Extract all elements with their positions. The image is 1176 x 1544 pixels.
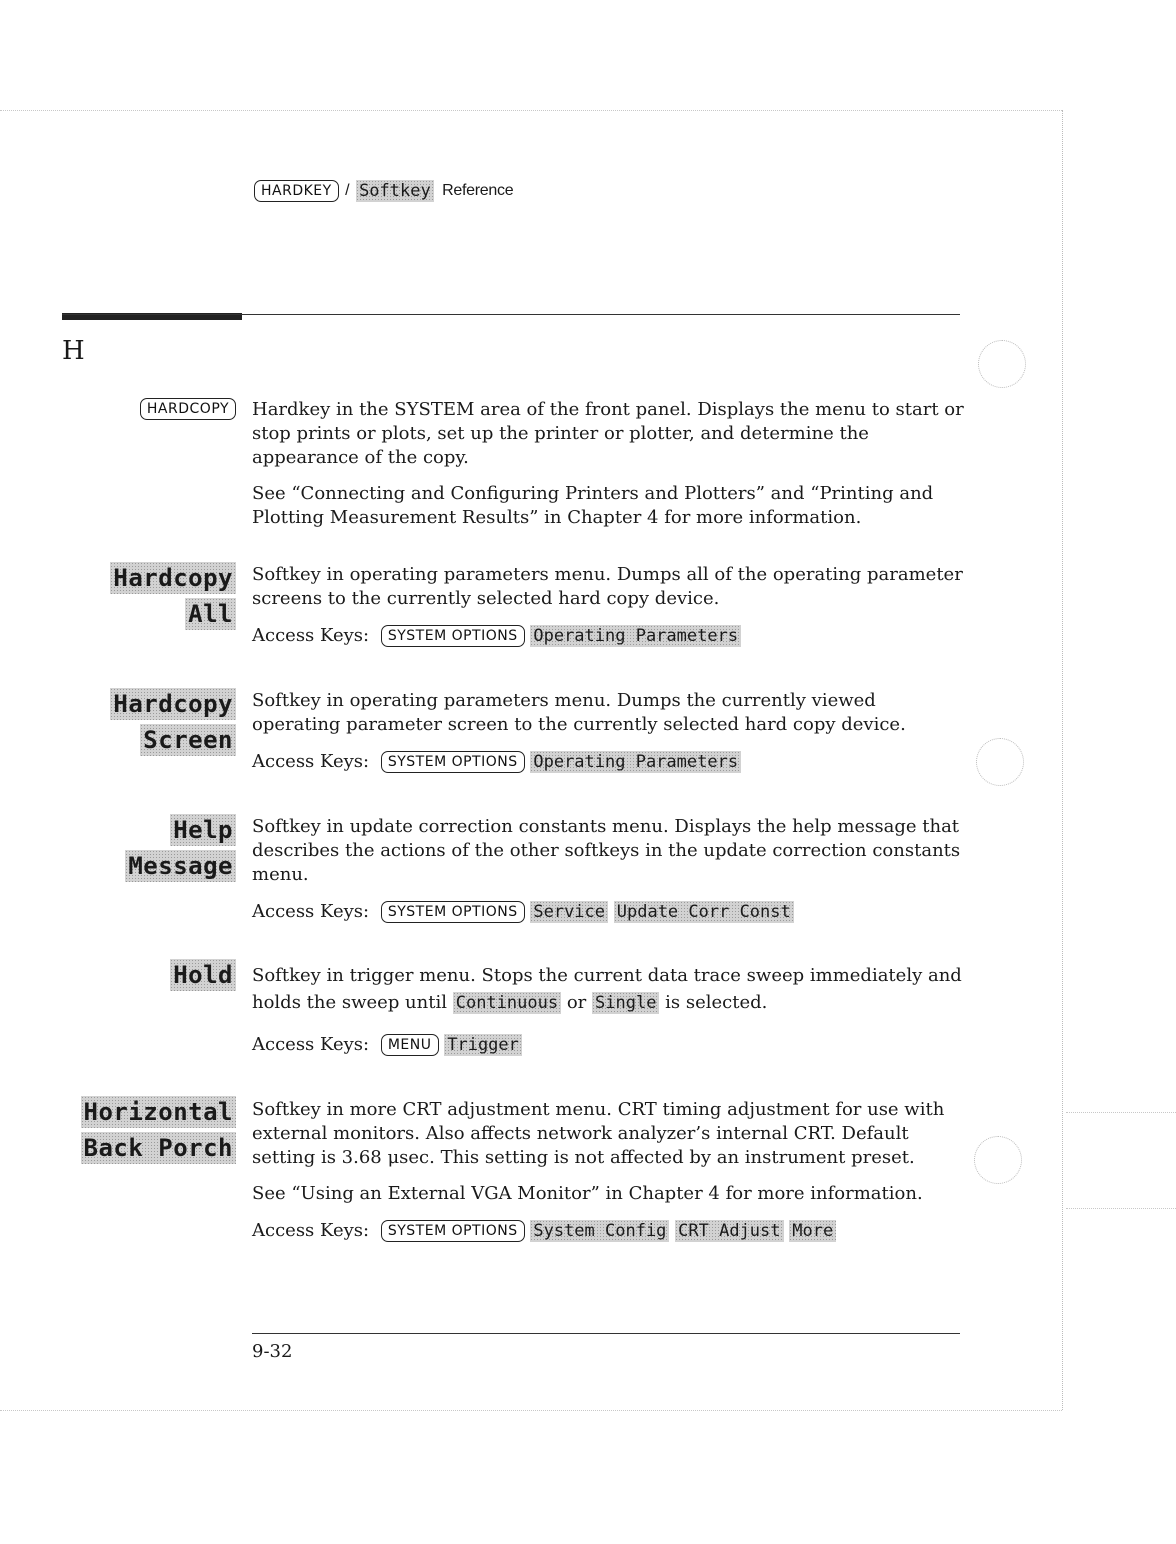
entry-hold-desc [252, 962, 964, 1058]
hold-text-after: is selected. [665, 992, 768, 1013]
hold-softkey: Hold [170, 959, 236, 991]
help-message-access [252, 899, 964, 925]
hardcopy-screen-softkey-line2: Screen [140, 724, 236, 756]
scan-right-edge [1062, 110, 1063, 1410]
hardcopy-all-access [252, 623, 964, 649]
continuous-softkey: Continuous [453, 992, 561, 1014]
binder-hole-1 [978, 340, 1026, 388]
access-softkey: System Config [530, 1220, 669, 1242]
entry-help-message-desc [252, 815, 964, 925]
entry-horizontal-back-porch-key [81, 1092, 237, 1164]
access-softkey: Update Corr Const [614, 901, 794, 923]
single-softkey: Single [592, 992, 659, 1014]
entry-hold-key [170, 955, 236, 991]
entry-hardcopy-screen-desc [252, 689, 964, 775]
access-softkey: Trigger [444, 1034, 522, 1056]
horizontal-access [252, 1218, 964, 1244]
help-message-softkey-line1: Help [170, 814, 236, 846]
access-softkey: Service [530, 901, 608, 923]
help-message-desc: Softkey in update correction constants menu. Displays the help message that describes the actions of the other softkeys in the update correction constants menu. [252, 816, 961, 885]
hold-desc [252, 962, 964, 1016]
access-softkey: CRT Adjust [675, 1220, 783, 1242]
hardcopy-screen-access [252, 749, 964, 775]
access-label: Access Keys: [252, 1034, 370, 1055]
running-header [254, 180, 513, 202]
footer-rule [252, 1333, 960, 1334]
access-softkey: Operating Parameters [530, 625, 741, 647]
scan-bottom-edge [0, 1410, 1062, 1411]
scan-top-edge [0, 110, 1062, 111]
binder-hole-3 [974, 1136, 1022, 1184]
entry-hardcopy-all-key [110, 558, 236, 630]
access-softkey: More [789, 1220, 836, 1242]
access-hardkey: MENU [381, 1034, 439, 1056]
horizontal-softkey-line2: Back Porch [81, 1132, 237, 1164]
entry-hardcopy-desc [252, 398, 964, 530]
entry-hardcopy-screen-key [110, 684, 236, 756]
hardcopy-all-desc: Softkey in operating parameters menu. Dumps all of the operating parameter screens to the currently selected hard copy device. [252, 564, 963, 609]
hardcopy-screen-softkey-line1: Hardcopy [110, 688, 236, 720]
section-rule [62, 314, 960, 315]
access-hardkey: SYSTEM OPTIONS [381, 901, 525, 923]
access-label: Access Keys: [252, 901, 370, 922]
header-reference: Reference [442, 182, 514, 200]
hold-text-or: or [566, 992, 587, 1013]
hardcopy-screen-desc: Softkey in operating parameters menu. Dumps the currently viewed operating parameter screen to the currently selected hard copy device. [252, 690, 906, 735]
hold-text-before: Softkey in trigger menu. Stops the current data trace sweep immediately and holds the sweep until [252, 965, 962, 1013]
help-message-softkey-line2: Message [125, 850, 236, 882]
hardcopy-all-softkey-line1: Hardcopy [110, 562, 236, 594]
hardcopy-desc-1: Hardkey in the SYSTEM area of the front panel. Displays the menu to start or stop prints or plots, set up the printer or plotter, and determine the appearance of the copy. [252, 399, 964, 468]
page-number: 9-32 [252, 1341, 293, 1362]
access-hardkey: SYSTEM OPTIONS [381, 751, 525, 773]
horizontal-softkey-line1: Horizontal [81, 1096, 237, 1128]
hardcopy-all-softkey-line2: All [185, 598, 236, 630]
scan-side-mark-2 [1066, 1208, 1176, 1209]
hardcopy-desc-2: See “Connecting and Configuring Printers and Plotters” and “Printing and Plotting Measurement Results” in Chapter 4 for more information. [252, 483, 934, 528]
hold-access [252, 1032, 964, 1058]
header-hardkey: HARDKEY [254, 180, 339, 202]
access-label: Access Keys: [252, 751, 370, 772]
horizontal-desc-2: See “Using an External VGA Monitor” in Chapter 4 for more information. [252, 1183, 923, 1204]
header-separator: / [345, 182, 350, 200]
header-softkey: Softkey [356, 180, 434, 202]
hardcopy-hardkey: HARDCOPY [140, 398, 236, 420]
entry-help-message-key [125, 810, 236, 882]
entry-hardcopy-key [140, 398, 236, 420]
access-hardkey: SYSTEM OPTIONS [381, 1220, 525, 1242]
section-letter: H [62, 336, 85, 366]
access-label: Access Keys: [252, 1220, 370, 1241]
horizontal-desc-1: Softkey in more CRT adjustment menu. CRT timing adjustment for use with external monitors. Also affects network analyzer’s internal CRT. Default setting is 3.68 μsec. This setting is not affected by an instrument preset. [252, 1099, 945, 1168]
access-softkey: Operating Parameters [530, 751, 741, 773]
scan-side-mark [1066, 1112, 1176, 1113]
access-hardkey: SYSTEM OPTIONS [381, 625, 525, 647]
access-label: Access Keys: [252, 625, 370, 646]
entry-horizontal-back-porch-desc [252, 1098, 964, 1244]
entry-hardcopy-all-desc [252, 563, 964, 649]
binder-hole-2 [976, 738, 1024, 786]
